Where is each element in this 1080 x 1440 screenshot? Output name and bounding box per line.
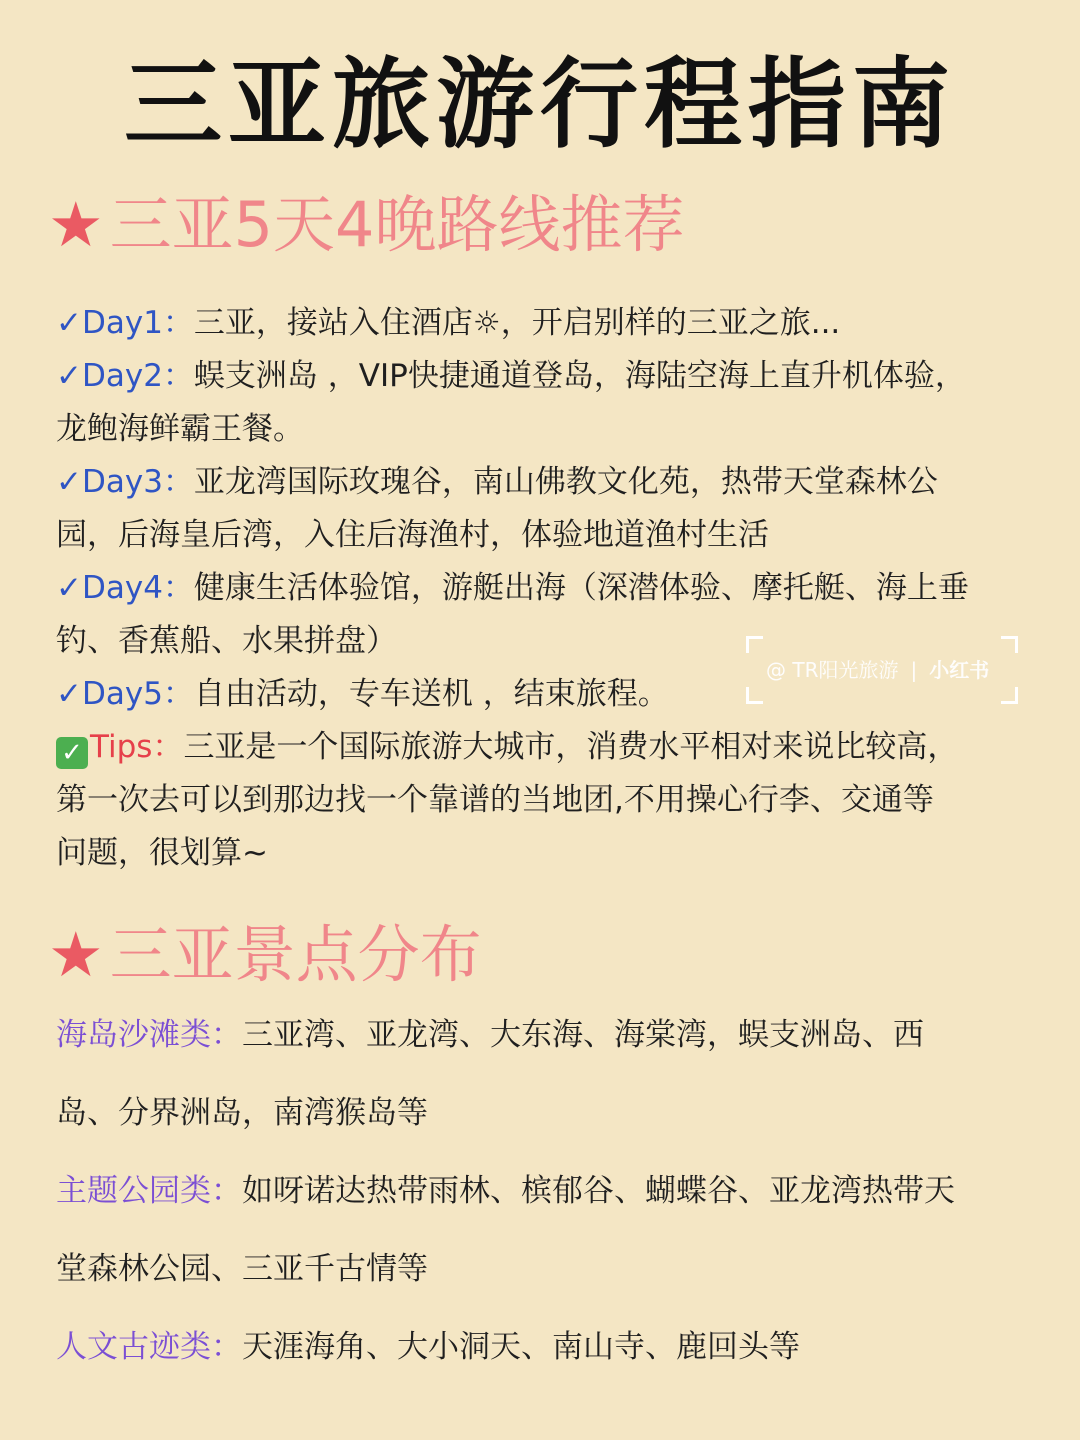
spots-heading-text: 三亚景点分布 — [109, 918, 482, 991]
spots-section-heading — [48, 920, 482, 990]
day-label: Day4： — [81, 570, 194, 606]
tips-item — [56, 721, 1041, 774]
page-title: 三亚旅游行程指南 — [123, 48, 956, 162]
day-label: Day2： — [81, 358, 194, 394]
check-box-icon: ✓ — [56, 737, 88, 769]
check-icon: ✓ — [56, 570, 82, 606]
day-item — [56, 562, 1041, 615]
tips-text: 三亚是一个国际旅游大城市，消费水平相对来说比较高， — [183, 729, 959, 765]
category-label: 海岛沙滩类： — [56, 1017, 242, 1053]
check-icon: ✓ — [56, 464, 82, 500]
watermark-handle: @ TR阳光旅游 — [766, 658, 899, 682]
day-item — [56, 456, 1041, 509]
category-item — [56, 996, 1041, 1074]
day-label: Day1： — [81, 305, 194, 341]
day-text: 自由活动，专车送机 ，结束旅程。 — [193, 676, 669, 712]
category-text: 如呀诺达热带雨林、槟郁谷、蝴蝶谷、亚龙湾热带天 — [242, 1173, 955, 1209]
day-item — [56, 350, 1041, 403]
tips-text-continued: 第一次去可以到那边找一个靠谱的当地团,不用操心行李、交通等 — [56, 782, 934, 818]
tips-label: Tips： — [90, 729, 184, 765]
category-text: 三亚湾、亚龙湾、大东海、海棠湾，蜈支洲岛、西 — [242, 1017, 924, 1053]
spots-list — [56, 996, 1041, 1386]
day-label: Day5： — [81, 676, 194, 712]
route-list — [56, 297, 1041, 880]
frame-corner — [746, 687, 763, 704]
day-text: 健康生活体验馆，游艇出海（深潜体验、摩托艇、海上垂 — [193, 570, 969, 606]
category-label: 人文古迹类： — [56, 1329, 242, 1365]
category-text-continued: 岛、分界洲岛，南湾猴岛等 — [56, 1095, 428, 1131]
category-label: 主题公园类： — [56, 1173, 242, 1209]
day-label: Day3： — [81, 464, 194, 500]
route-heading-text: 三亚5天4晚路线推荐 — [109, 188, 685, 261]
day-text-continued: 龙鲍海鲜霸王餐。 — [56, 411, 304, 447]
check-icon: ✓ — [56, 676, 82, 712]
frame-corner — [1001, 636, 1018, 653]
day-text: 三亚，接站入住酒店☼，开启别样的三亚之旅... — [193, 305, 841, 341]
frame-corner — [1001, 687, 1018, 704]
day-text-continued: 钓、香蕉船、水果拼盘） — [56, 623, 397, 659]
star-icon: ★ — [48, 188, 104, 261]
day-text: 亚龙湾国际玫瑰谷，南山佛教文化苑，热带天堂森林公 — [193, 464, 938, 500]
category-text-continued: 堂森林公园、三亚千古情等 — [56, 1251, 428, 1287]
watermark-brand: 小红书 — [929, 658, 990, 682]
day-text-continued: 园，后海皇后湾，入住后海渔村，体验地道渔村生活 — [56, 517, 769, 553]
day-text: 蜈支洲岛 ，VIP快捷通道登岛，海陆空海上直升机体验， — [193, 358, 966, 394]
star-icon: ★ — [48, 918, 104, 991]
watermark-text — [766, 654, 989, 683]
tips-text-continued: 问题，很划算~ — [56, 835, 268, 871]
route-section-heading — [48, 190, 685, 260]
check-icon: ✓ — [56, 358, 82, 394]
day-item — [56, 297, 1041, 350]
check-icon: ✓ — [56, 305, 82, 341]
watermark — [746, 636, 1018, 704]
frame-corner — [746, 636, 763, 653]
category-item — [56, 1308, 1041, 1386]
watermark-separator: | — [910, 658, 918, 682]
category-text: 天涯海角、大小洞天、南山寺、鹿回头等 — [242, 1329, 800, 1365]
category-item — [56, 1152, 1041, 1230]
